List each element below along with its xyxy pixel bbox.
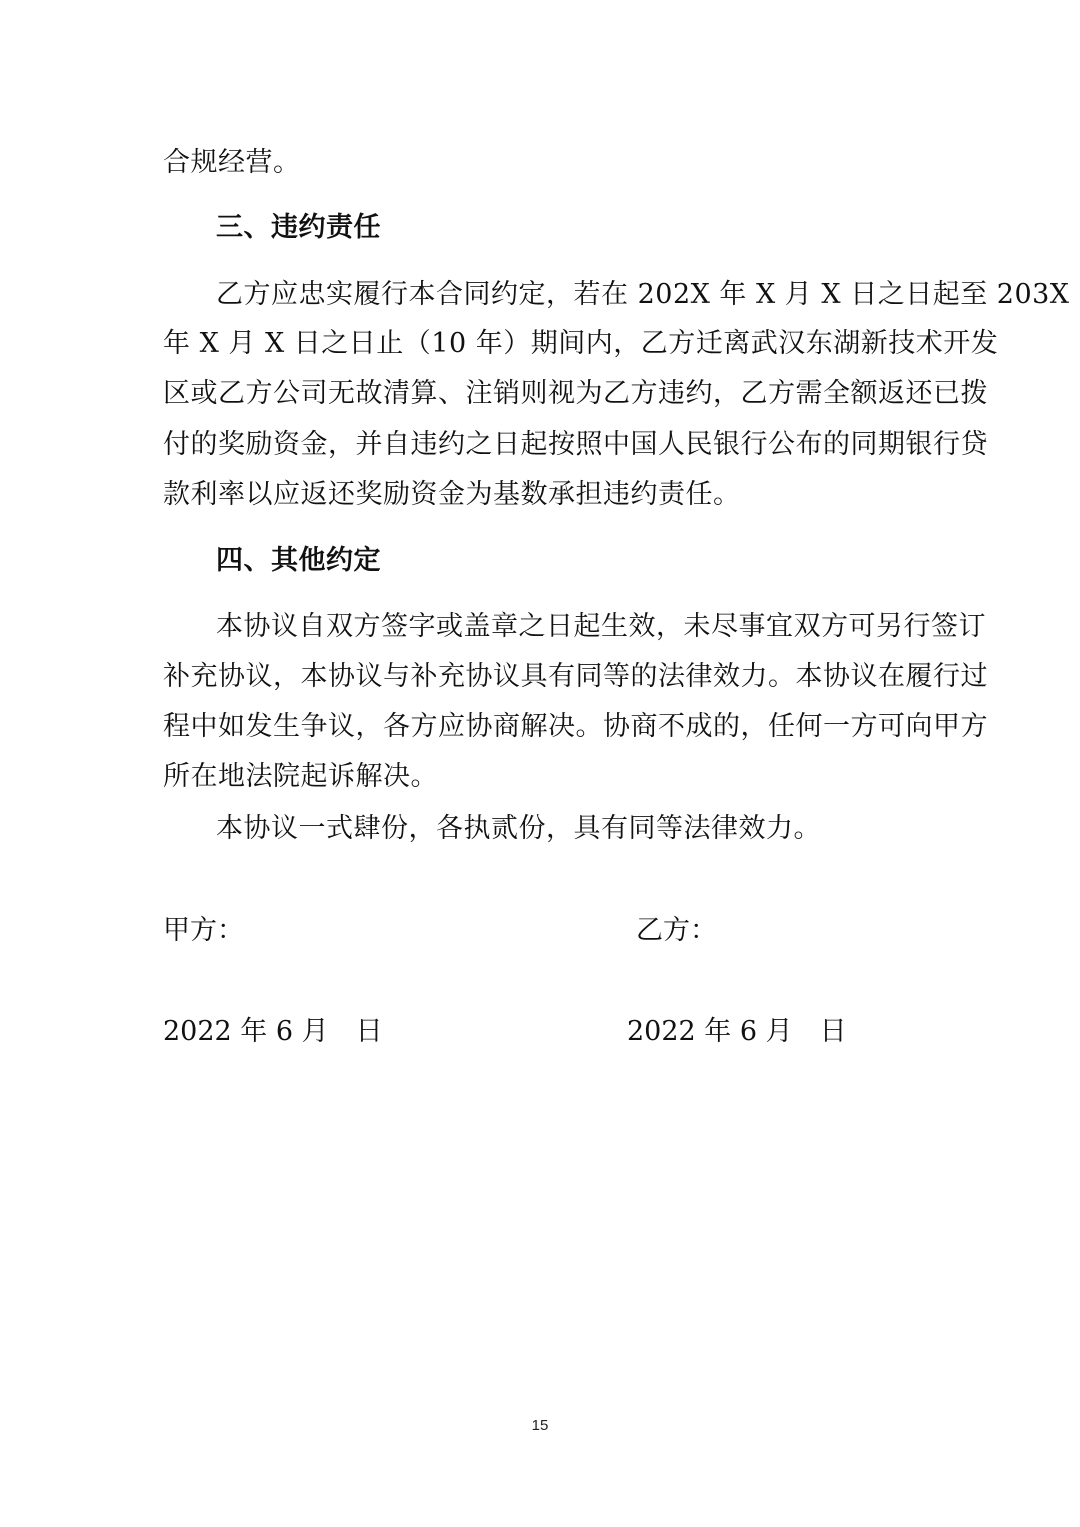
breach-paragraph-line: 年 X 月 X 日之日止（10 年）期间内，乙方迁离武汉东湖新技术开发 (163, 328, 999, 359)
party-a-label: 甲方： (163, 915, 244, 946)
breach-paragraph-line: 乙方应忠实履行本合同约定，若在 202X 年 X 月 X 日之日起至 203X (216, 279, 1070, 310)
breach-paragraph-line: 款利率以应返还奖励资金为基数承担违约责任。 (163, 479, 741, 510)
other-terms-paragraph-line: 所在地法院起诉解决。 (163, 761, 438, 792)
section-heading-breach-liability: 三、违约责任 (216, 212, 381, 243)
party-b-label: 乙方： (636, 915, 717, 946)
page-number: 15 (531, 1417, 549, 1434)
party-b-date: 2022 年 6 月 日 (627, 1016, 847, 1047)
other-terms-paragraph-line: 本协议自双方签字或盖章之日起生效，未尽事宜双方可另行签订 (216, 611, 986, 642)
other-terms-paragraph-line: 补充协议，本协议与补充协议具有同等的法律效力。本协议在履行过 (163, 661, 988, 692)
party-a-date: 2022 年 6 月 日 (163, 1016, 383, 1047)
other-terms-paragraph-line: 程中如发生争议，各方应协商解决。协商不成的，任何一方可向甲方 (163, 711, 988, 742)
paragraph-continuation: 合规经营。 (163, 147, 301, 178)
breach-paragraph-line: 区或乙方公司无故清算、注销则视为乙方违约，乙方需全额返还已拨 (163, 378, 988, 409)
section-heading-other-terms: 四、其他约定 (216, 545, 381, 576)
breach-paragraph-line: 付的奖励资金，并自违约之日起按照中国人民银行公布的同期银行贷 (163, 429, 988, 460)
copies-paragraph: 本协议一式肆份，各执贰份，具有同等法律效力。 (216, 813, 821, 844)
